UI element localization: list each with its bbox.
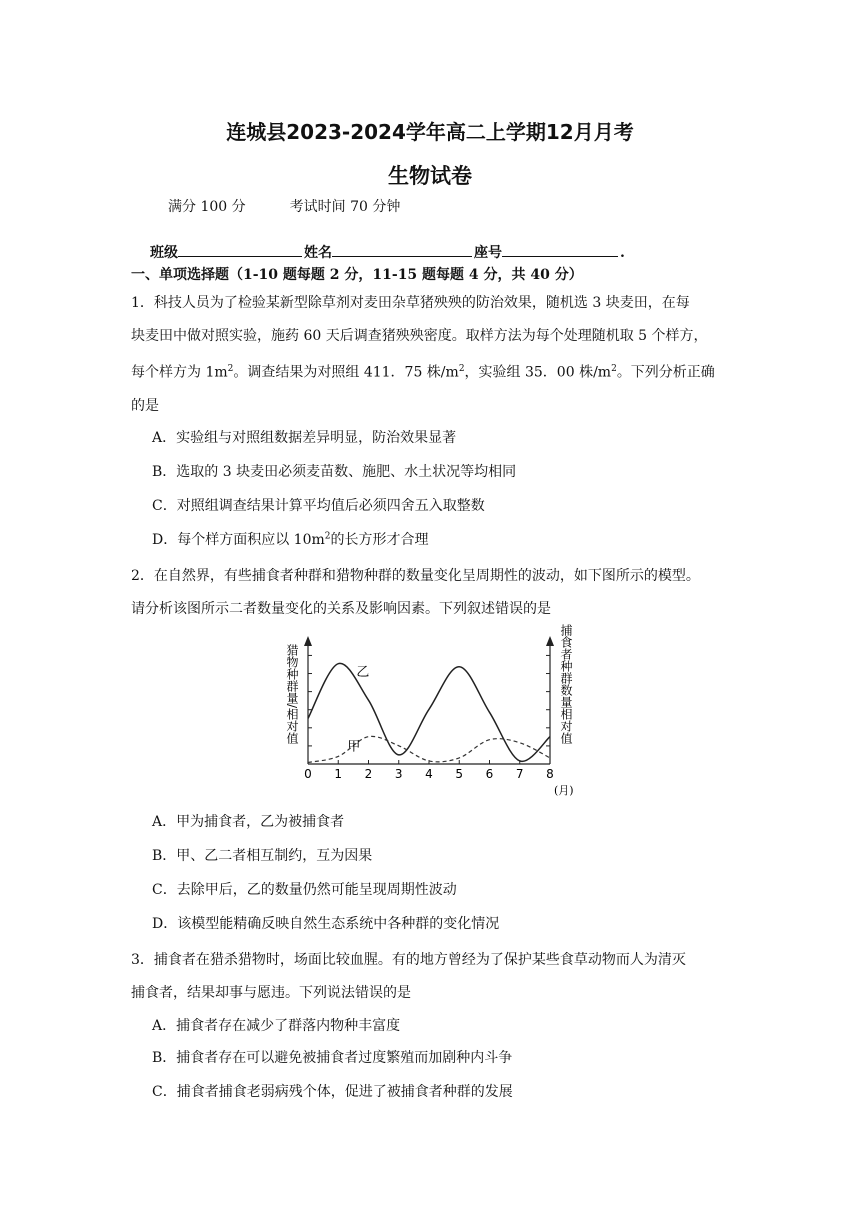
q1-line1: 1．科技人员为了检验某新型除草剂对麦田杂草猪殃殃的防治效果，随机选 3 块麦田，在每 [131, 295, 690, 311]
q2-stem [131, 560, 731, 626]
q3-option-a[interactable]: A．捕食者存在减少了群落内物种丰富度 [152, 1018, 401, 1034]
q2-option-b[interactable]: B．甲、乙二者相互制约，互为因果 [152, 848, 373, 864]
q1-line2: 块麦田中做对照实验，施药 60 天后调查猪殃殃密度。取样方法为每个处理随机取 5 个样方， [131, 328, 708, 344]
name-blank[interactable] [332, 242, 472, 257]
q2-option-d[interactable]: D．该模型能精确反映自然生态系统中各种群的变化情况 [152, 916, 500, 932]
q1-line4: 的是 [131, 397, 159, 414]
exam-time: 考试时间 70 分钟 [289, 199, 401, 215]
x-tick-label: 5 [455, 767, 464, 781]
x-tick-label: 1 [334, 767, 343, 781]
x-tick-label: 0 [304, 767, 312, 781]
class-label: 班级 [150, 245, 178, 261]
y-axis-right-arrow [546, 636, 554, 646]
x-tick-label: 4 [425, 767, 433, 781]
q3-option-c[interactable]: C．捕食者捕食老弱病残个体，促进了被捕食者种群的发展 [152, 1084, 513, 1100]
q1-option-d[interactable]: D．每个样方面积应以 $10m^2$的长方形才合理 [152, 531, 429, 548]
q3-option-b[interactable]: B．捕食者存在可以避免被捕食者过度繁殖而加剧种内斗争 [152, 1050, 513, 1066]
q3-line2: 捕食者，结果却事与愿违。下列说法错误的是 [131, 985, 411, 1001]
seat-blank[interactable] [502, 242, 618, 257]
q1-line3: 每个样方为 $1m^2$。调查结果为对照组 411．75 株$/m^2$，实验组 35．00 株$/m^2$。下列分析正确 [131, 364, 715, 381]
q1-option-c[interactable]: C．对照组调查结果计算平均值后必须四舍五入取整数 [152, 498, 485, 514]
x-tick-label: 7 [515, 767, 524, 781]
series-yi-label: 乙 [356, 664, 370, 680]
y-axis-left-label: 猎物种群量/相对值 [285, 644, 299, 745]
exam-title: 连城县2023-2024学年高二上学期12月月考 [226, 120, 634, 144]
q2-option-a[interactable]: A．甲为捕食者，乙为被捕食者 [152, 814, 345, 830]
q1-option-b[interactable]: B．选取的 3 块麦田必须麦苗数、施肥、水土状况等均相同 [152, 464, 517, 480]
q2-line2: 请分析该图所示二者数量变化的关系及影响因素。下列叙述错误的是 [131, 601, 551, 617]
exam-subtitle: 生物试卷 [388, 164, 472, 188]
full-score: 满分 100 分 [168, 199, 246, 215]
name-label: 姓名 [304, 245, 332, 261]
x-tick-label: 6 [485, 767, 494, 781]
q2-option-c[interactable]: C．去除甲后，乙的数量仍然可能呈现周期性波动 [152, 882, 457, 898]
population-chart [270, 622, 590, 804]
q3-line1: 3．捕食者在猎杀猎物时，场面比较血腥。有的地方曾经为了保护某些食草动物而人为清灭 [131, 952, 686, 968]
section-heading: 一、单项选择题（1-10 题每题 2 分，11-15 题每题 4 分，共 40 分） [131, 267, 583, 283]
series-jia-label: 甲 [347, 739, 361, 755]
q3-stem [131, 944, 731, 1010]
q1-stem [131, 287, 731, 423]
exam-meta [168, 196, 444, 216]
class-blank[interactable] [178, 242, 302, 257]
x-axis-label: (月) [554, 784, 574, 797]
y-axis-left-arrow [304, 636, 312, 646]
series-jia-line [308, 736, 550, 762]
q1-option-a[interactable]: A．实验组与对照组数据差异明显，防治效果显著 [152, 430, 457, 446]
seat-label: 座号 [474, 245, 502, 261]
y-axis-right-label: 捕食者种群数量相对值 [559, 624, 573, 744]
x-tick-label: 8 [546, 767, 554, 781]
series-yi-line [308, 663, 550, 761]
q2-line1: 2．在自然界，有些捕食者种群和猎物种群的数量变化呈周期性的波动，如下图所示的模型。 [131, 568, 700, 584]
student-info-line [150, 242, 625, 262]
x-tick-label: 2 [364, 767, 373, 781]
fill-end: . [620, 245, 625, 261]
x-tick-label: 3 [394, 767, 403, 781]
